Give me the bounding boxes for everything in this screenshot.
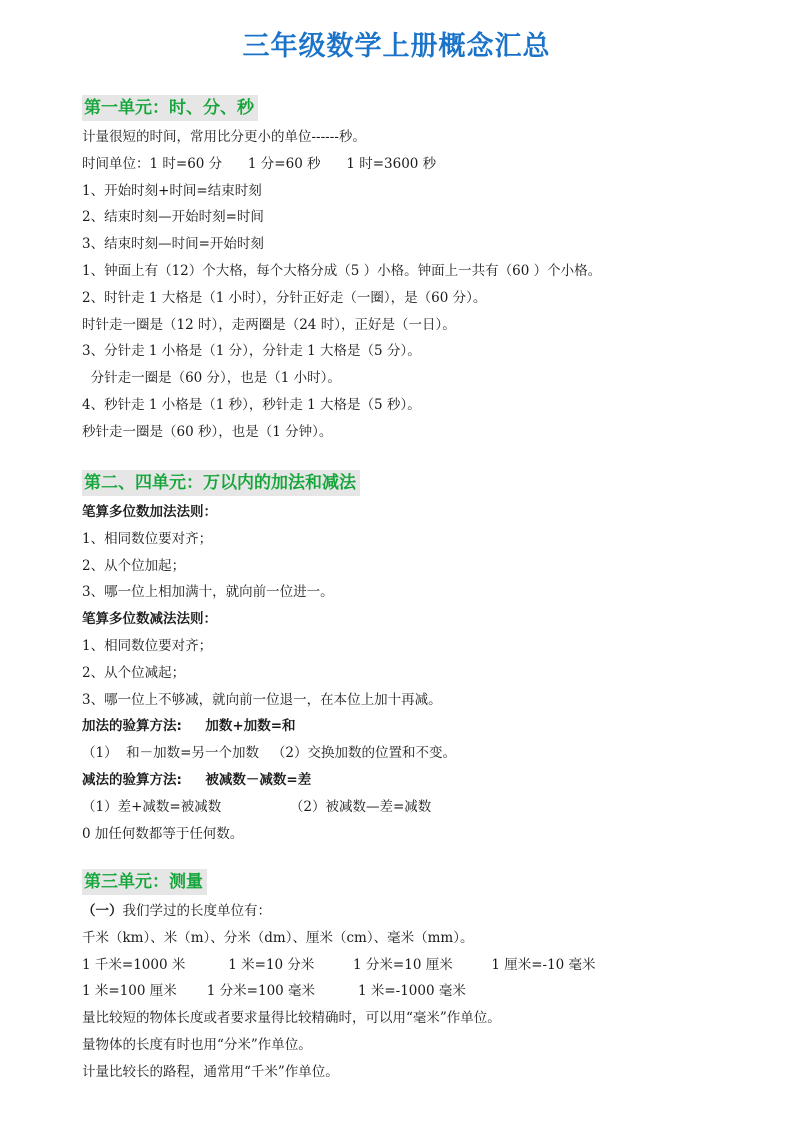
unit3-line: 量物体的长度有时也用“分米”作单位。: [82, 1036, 312, 1053]
sub-check-title: 减法的验算方法: 被减数－减数=差: [82, 771, 312, 788]
unit1-line: 1、开始时刻+时间=结束时刻: [82, 182, 262, 199]
page-title: 三年级数学上册概念汇总: [242, 31, 551, 62]
unit1-line: 4、秒针走 1 小格是（1 秒），秒针走 1 大格是（5 秒）。: [82, 396, 421, 413]
unit3-heading: 第三单元：测量: [82, 869, 207, 895]
add-rule-title: 笔算多位数加法法则：: [82, 504, 217, 520]
unit3-line: 1 米=100 厘米 1 分米=100 毫米 1 米=-1000 毫米: [82, 983, 466, 1000]
unit1-section: [82, 95, 762, 446]
sub-rule-item: 3、哪一位上不够减，就向前一位退一，在本位上加十再减。: [82, 691, 442, 708]
add-check-title: 加法的验算方法: 加数+加数=和: [82, 718, 296, 735]
unit1-heading: 第一单元：时、分、秒: [82, 95, 258, 121]
unit1-line: 时针走一圈是（12 时），走两圈是（24 时），正好是（一日）。: [82, 316, 456, 333]
unit3-line: 计量比较长的路程，通常用“千米”作单位。: [82, 1063, 339, 1080]
unit1-line: 3、分针走 1 小格是（1 分），分针走 1 大格是（5 分）。: [82, 343, 421, 360]
unit1-line: 秒针走一圈是（60 秒），也是（1 分钟）。: [82, 423, 333, 440]
unit3-sub-text: 我们学过的长度单位有：: [122, 903, 271, 919]
add-rule-item: 1、相同数位要对齐；: [82, 530, 213, 547]
sub-rule-item: 2、从个位减起；: [82, 664, 186, 681]
zero-note: 0 加任何数都等于任何数。: [82, 825, 244, 842]
sub-check-methods: （1）差+减数=被减数 （2）被减数—差=减数: [82, 798, 432, 815]
unit2-heading: 第二、四单元：万以内的加法和减法: [82, 470, 360, 496]
unit3-line: 千米（km）、米（m）、分米（dm）、厘米（cm）、毫米（mm）。: [82, 929, 474, 946]
unit1-line: 1、钟面上有（12）个大格，每个大格分成（5 ）小格。钟面上一共有（60 ）个小格。: [82, 262, 602, 279]
sub-rule-item: 1、相同数位要对齐；: [82, 637, 213, 654]
unit1-line: 时间单位：1 时=60 分 1 分=60 秒 1 时=3600 秒: [82, 155, 437, 172]
unit1-line: 3、结束时刻—时间=开始时刻: [82, 236, 264, 253]
unit3-sub-label: （一）: [82, 903, 123, 919]
add-rule-item: 3、哪一位上相加满十，就向前一位进一。: [82, 584, 334, 601]
unit3-subheading: [82, 898, 762, 925]
unit3-line: 量比较短的物体长度或者要求量得比较精确时，可以用“毫米”作单位。: [82, 1010, 501, 1027]
add-check-methods: （1） 和－加数=另一个加数 （2）交换加数的位置和不变。: [82, 745, 456, 762]
add-rule-item: 2、从个位加起；: [82, 557, 186, 574]
unit2-section: [82, 470, 762, 847]
unit1-line: 2、结束时刻—开始时刻=时间: [82, 209, 264, 226]
sub-rule-title: 笔算多位数减法法则：: [82, 611, 217, 628]
unit1-line: 计量很短的时间，常用比分更小的单位------秒。: [82, 129, 366, 145]
unit1-line: 2、时针走 1 大格是（1 小时），分针正好走（一圈），是（60 分）。: [82, 289, 487, 306]
unit1-line: 分针走一圈是（60 分），也是（1 小时）。: [82, 370, 341, 387]
unit3-section: [82, 869, 762, 1086]
unit3-line: 1 千米=1000 米 1 米=10 分米 1 分米=10 厘米 1 厘米=-10 毫米: [82, 956, 596, 973]
